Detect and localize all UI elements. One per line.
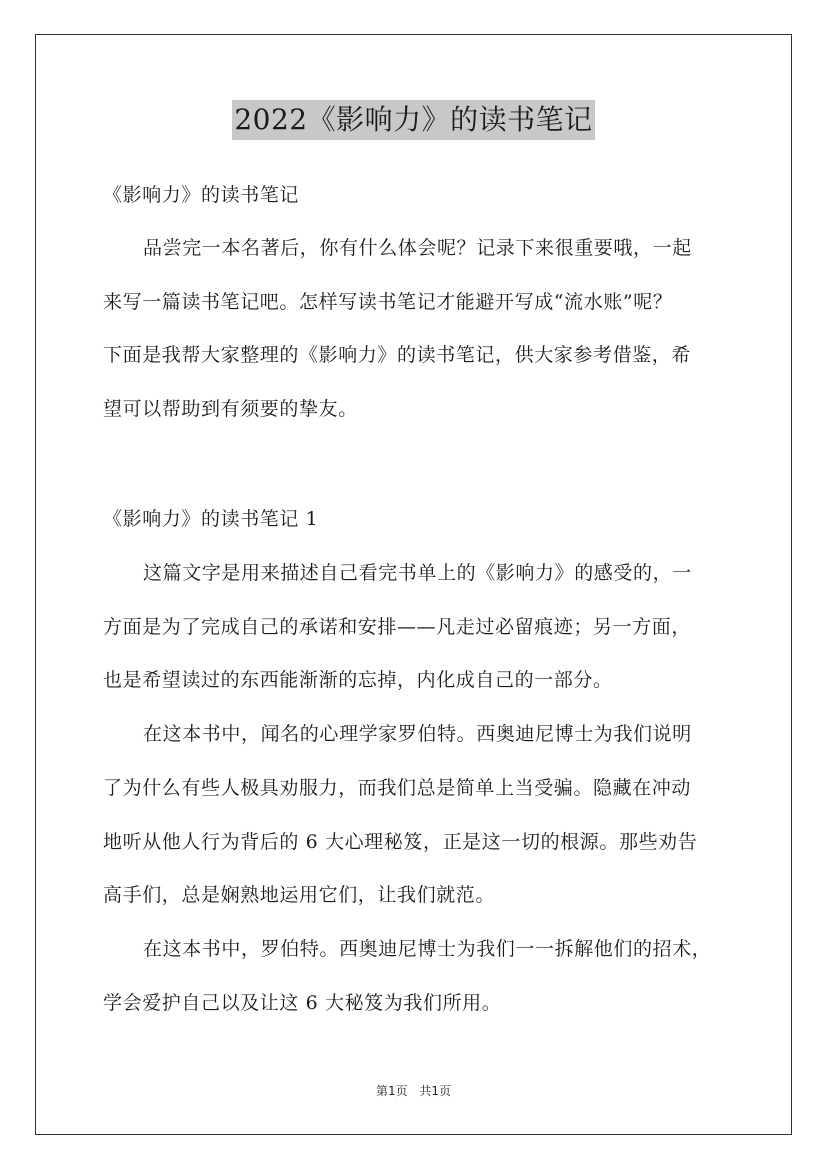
paragraph-line: 在这本书中，罗伯特。西奥迪尼博士为我们一一拆解他们的招术， — [143, 938, 712, 960]
page-footer — [0, 1083, 827, 1099]
intro-line: 下面是我帮大家整理的《影响力》的读书笔记，供大家参考借鉴，希 — [103, 344, 692, 366]
intro-line: 望可以帮助到有须要的挚友。 — [103, 398, 358, 420]
section-heading: 《影响力》的读书笔记 1 — [103, 508, 319, 530]
paragraph-line: 方面是为了完成自己的承诺和安排——凡走过必留痕迹；另一方面， — [103, 616, 692, 638]
intro-line: 来写一篇读书笔记吧。怎样写读书笔记才能避开写成“流水账”呢？ — [103, 291, 673, 313]
paragraph-line: 学会爱护自己以及让这 6 大秘笈为我们所用。 — [103, 992, 502, 1014]
paragraph-line: 高手们，总是娴熟地运用它们，让我们就范。 — [103, 884, 496, 906]
paragraph-line: 这篇文字是用来描述自己看完书单上的《影响力》的感受的，一 — [143, 562, 692, 584]
page-number: 第1页 — [375, 1084, 408, 1098]
paragraph-line: 了为什么有些人极具劝服力，而我们总是简单上当受骗。隐藏在冲动 — [103, 777, 692, 799]
page-total: 共1页 — [419, 1084, 452, 1098]
document-subtitle: 《影响力》的读书笔记 — [103, 184, 300, 206]
title-container — [0, 100, 827, 140]
paragraph-line: 地听从他人行为背后的 6 大心理秘笈，正是这一切的根源。那些劝告 — [103, 831, 698, 853]
paragraph-line: 也是希望读过的东西能渐渐的忘掉，内化成自己的一部分。 — [103, 669, 613, 691]
intro-line: 品尝完一本名著后，你有什么体会呢？记录下来很重要哦，一起 — [143, 237, 692, 259]
paragraph-line: 在这本书中，闻名的心理学家罗伯特。西奥迪尼博士为我们说明 — [143, 723, 692, 745]
document-title: 2022《影响力》的读书笔记 — [232, 100, 594, 140]
